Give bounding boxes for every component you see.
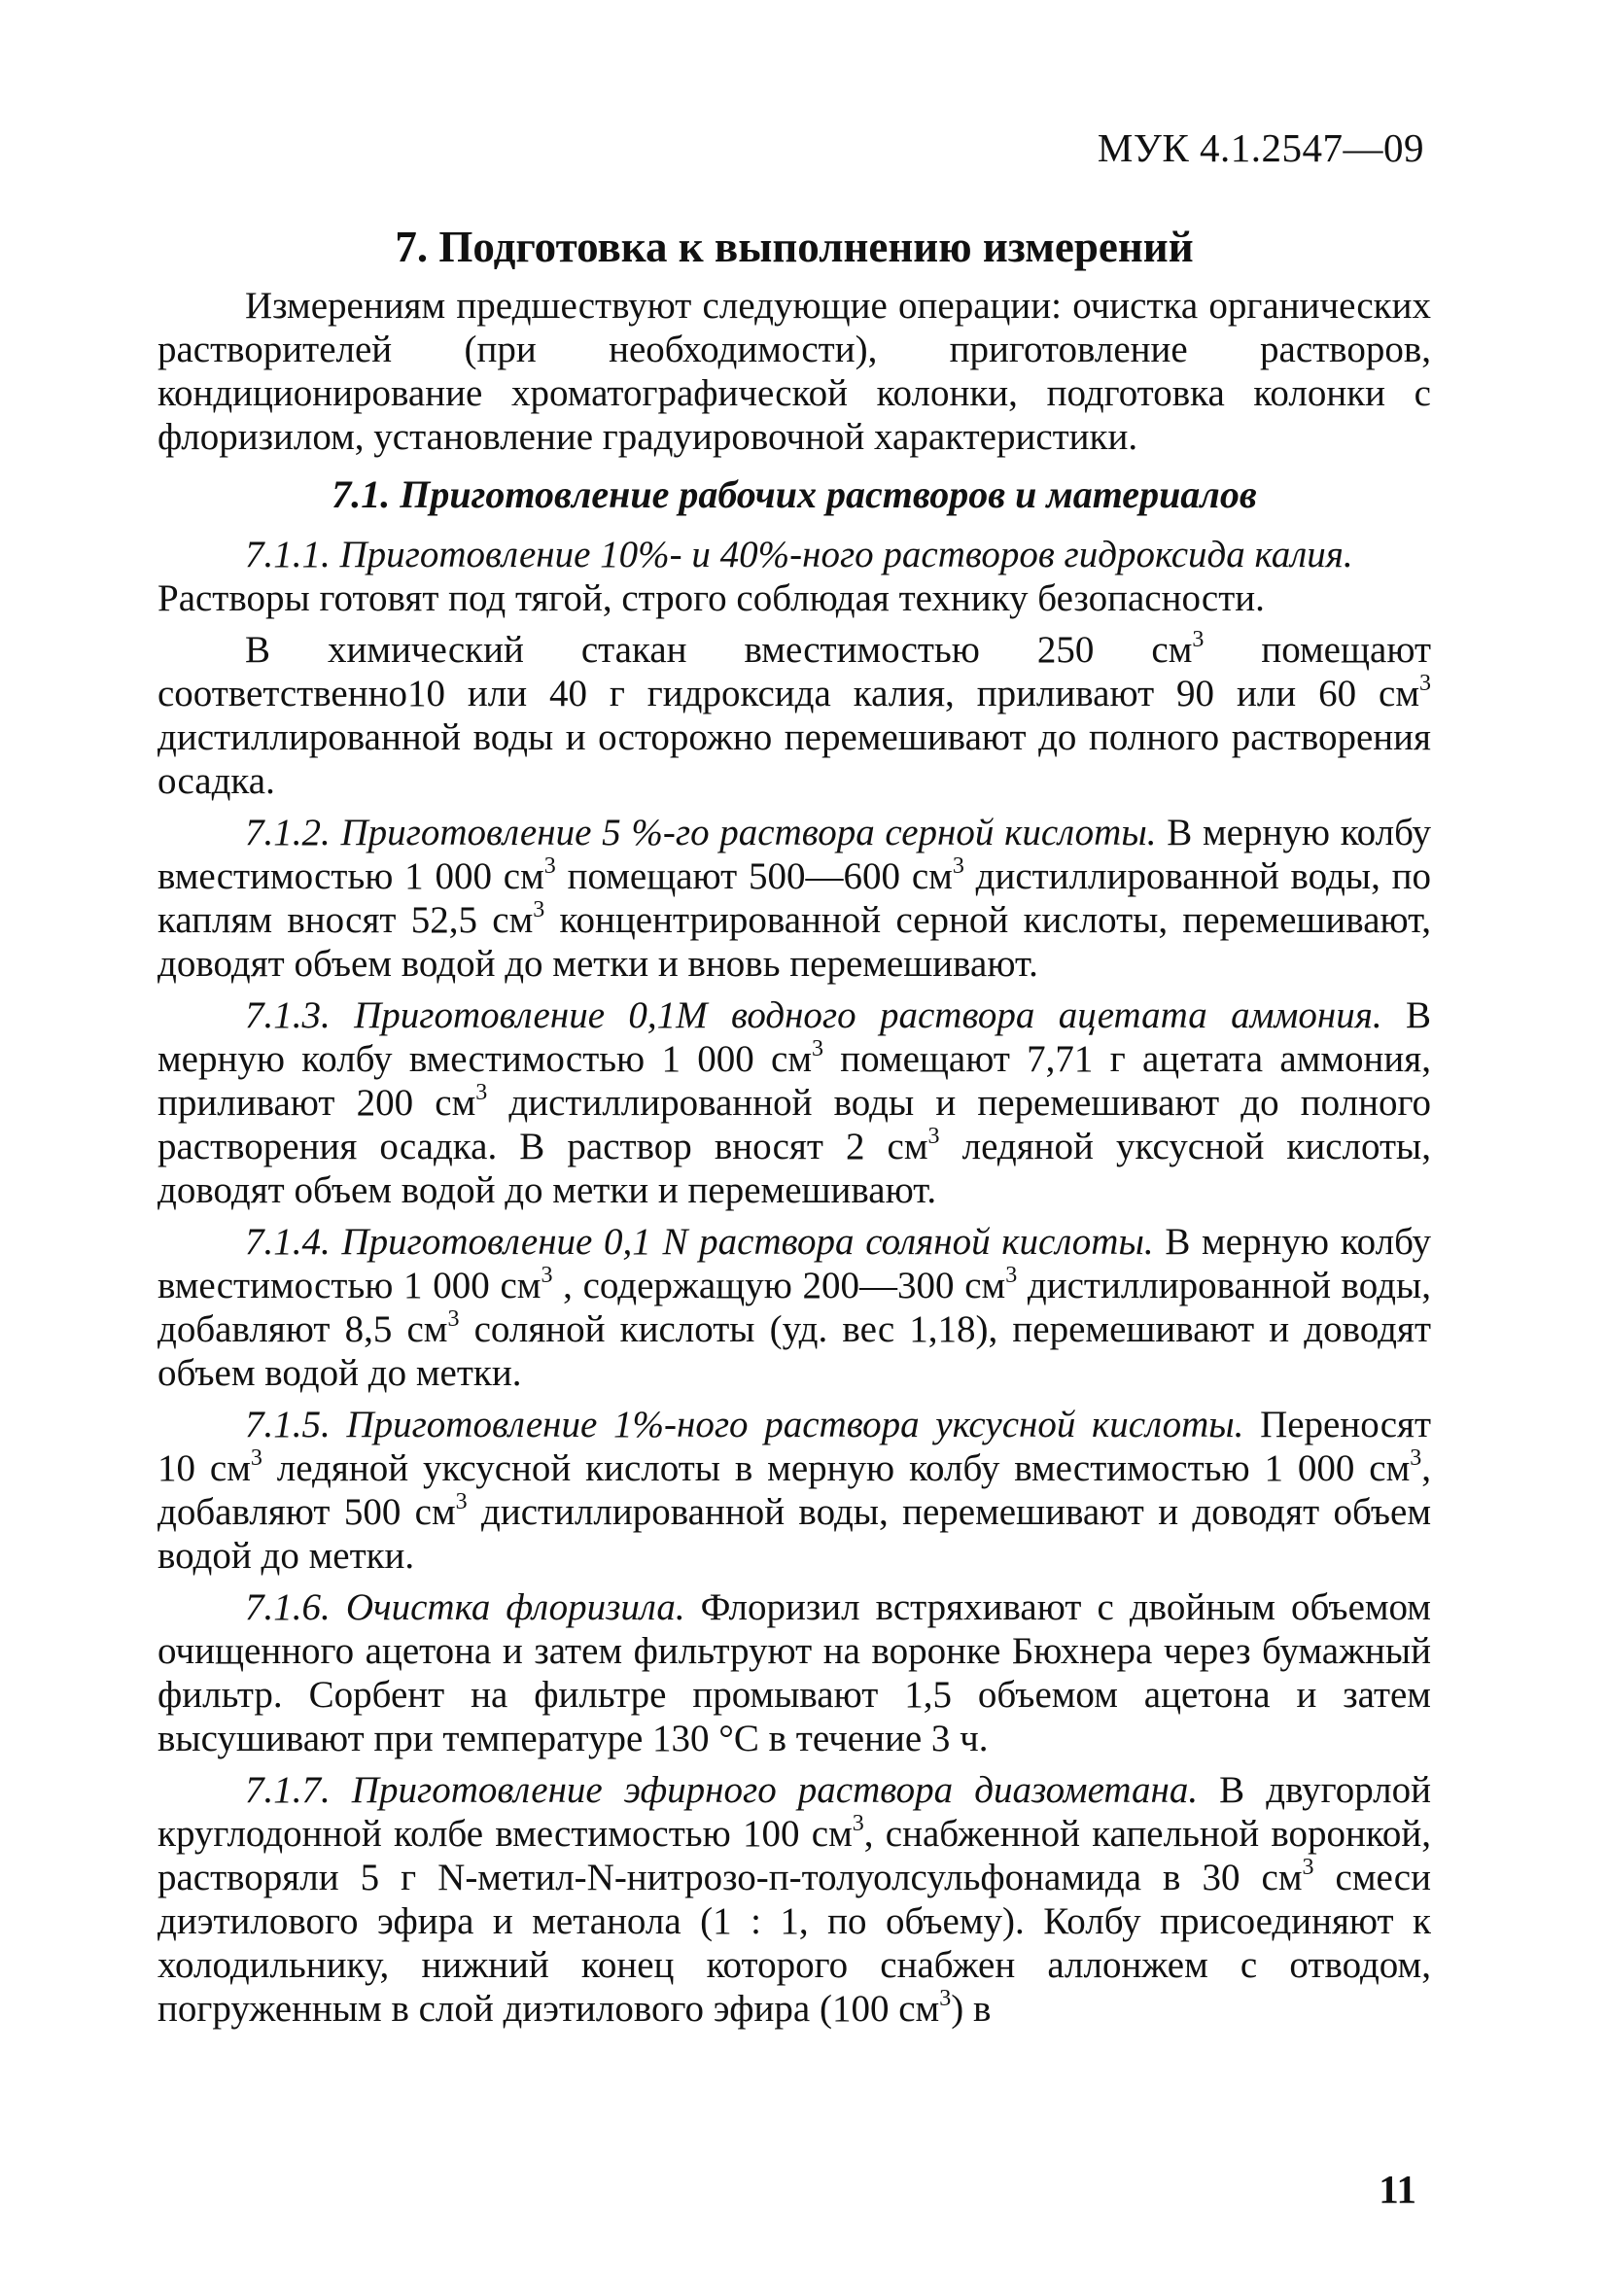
paragraph-text: Растворы готовят под тягой, строго соблюдая технику безопасности. [157,577,1265,619]
text-run: В мерную колбу вместимостью 1 000 см [157,1221,1431,1306]
superscript: 3 [541,1263,553,1288]
paragraph-heading: 7.1.6. Очистка флоризила. [245,1586,685,1628]
text-run: , снабженной капельной воронкой, растворяли 5 г N-метил-N-нитрозо-п-толуолсульфонамида в 30 см [157,1813,1431,1898]
superscript: 3 [455,1489,468,1514]
page-number: 11 [1379,2167,1416,2211]
superscript: 3 [447,1306,460,1332]
text-run: помещают соответственно10 или 40 г гидроксида калия, приливают 90 или 60 см [157,629,1432,714]
page-content [157,220,1431,2038]
paragraph-heading: 7.1.3. Приготовление 0,1М водного раствора ацетата аммония. [245,994,1382,1036]
superscript: 3 [952,853,964,879]
text-run: помещают 500—600 см [555,855,953,897]
paragraph-7-1-7 [157,1768,1431,2031]
text-run: ледяной уксусной кислоты в мерную колбу вместимостью 1 000 см [262,1447,1411,1489]
paragraph-7-1-4 [157,1220,1431,1395]
paragraph-text: Флоризил встряхивают с двойным объемом очищенного ацетона и затем фильтруют на воронке Бюхнера через бумажный фильтр. Сорбент на фильтре промывают 1,5 объемом ацетона и затем высушивают при температуре 130 °С в течение 3 ч. [157,1586,1431,1759]
paragraph-heading: 7.1.1. Приготовление 10%- и 40%-ного растворов гидроксида калия. [245,534,1353,575]
paragraph-7-1-3 [157,993,1431,1212]
superscript: 3 [475,1080,488,1105]
paragraph-heading: 7.1.5. Приготовление 1%-ного раствора уксусной кислоты. [245,1404,1244,1445]
superscript: 3 [250,1445,262,1471]
text-run: ледяной уксусной кислоты, доводят объем водой до метки и перемешивают. [157,1126,1431,1211]
subsection-title: 7.1. Приготовление рабочих растворов и материалов [332,472,1257,516]
superscript: 3 [927,1124,940,1149]
text-run: концентрированной серной кислоты, перемешивают, доводят объем водой до метки и вновь перемешивают. [157,899,1432,985]
text-run: В мерную колбу вместимостью 1 000 см [157,994,1432,1080]
paragraph-7-1-6 [157,1585,1431,1760]
paragraph-7-1-1-body [157,628,1431,803]
superscript: 3 [812,1036,823,1061]
text-run: дистиллированной воды, перемешивают и доводят объем водой до метки. [157,1491,1431,1577]
superscript: 3 [1302,1855,1314,1880]
superscript: 3 [852,1811,864,1836]
superscript: 3 [1005,1263,1018,1288]
superscript: 3 [533,897,545,922]
paragraph-7-1-1 [157,533,1431,620]
text-run: дистиллированной воды, добавляют 8,5 см [157,1265,1431,1350]
text-run: В мерную колбу вместимостью 1 000 см [157,812,1431,897]
text-run: соляной кислоты (уд. вес 1,18), перемешивают и доводят объем водой до метки. [157,1308,1431,1394]
paragraph-heading: 7.1.7. Приготовление эфирного раствора диазометана. [245,1769,1199,1811]
paragraph-7-1-5 [157,1403,1431,1578]
text-run: дистиллированной воды и осторожно перемешивают до полного растворения осадка. [157,716,1431,802]
superscript: 3 [939,1986,952,2011]
text-run: дистиллированной воды и перемешивают до полного растворения осадка. В раствор вносят 2 см [157,1082,1431,1167]
paragraph-heading: 7.1.4. Приготовление 0,1 N раствора соляной кислоты. [245,1221,1154,1263]
text-run: помещают 7,71 г ацетата аммония, приливают 200 см [157,1038,1431,1124]
text-run: В химический стакан вместимостью 250 см [245,629,1193,671]
superscript: 3 [1410,1445,1422,1471]
text-run: Переносят 10 см [157,1404,1431,1489]
section-title: 7. Подготовка к выполнению измерений [395,223,1194,271]
superscript: 3 [1192,627,1205,652]
text-run: В двугорлой круглодонной колбе вместимостью 100 см [157,1769,1432,1855]
superscript: 3 [543,853,556,879]
superscript: 3 [1419,671,1431,696]
text-run: смеси диэтилового эфира и метанола (1 : 1, по объему). Колбу присоединяют к холодильнику, нижний конец которого снабжен аллонжем с отводом, погруженным в слой диэтилового эфира (100 см [157,1857,1431,2030]
text-run: , содержащую 200—300 см [552,1265,1006,1306]
paragraph-7-1-2 [157,811,1431,986]
paragraph-heading: 7.1.2. Приготовление 5 %-го раствора серной кислоты. [245,812,1157,853]
intro-paragraph: Измерениям предшествуют следующие операции: очистка органических растворителей (при необходимости), приготовление растворов, кондиционирование хроматографической колонки, подготовка колонки с флоризилом, установление градуировочной характеристики. [157,285,1431,458]
document-id: МУК 4.1.2547—09 [1097,125,1424,170]
text-run: , добавляют 500 см [157,1447,1431,1533]
text-run: дистиллированной воды, по каплям вносят 52,5 см [157,855,1431,941]
text-run: ) в [951,1988,992,2030]
